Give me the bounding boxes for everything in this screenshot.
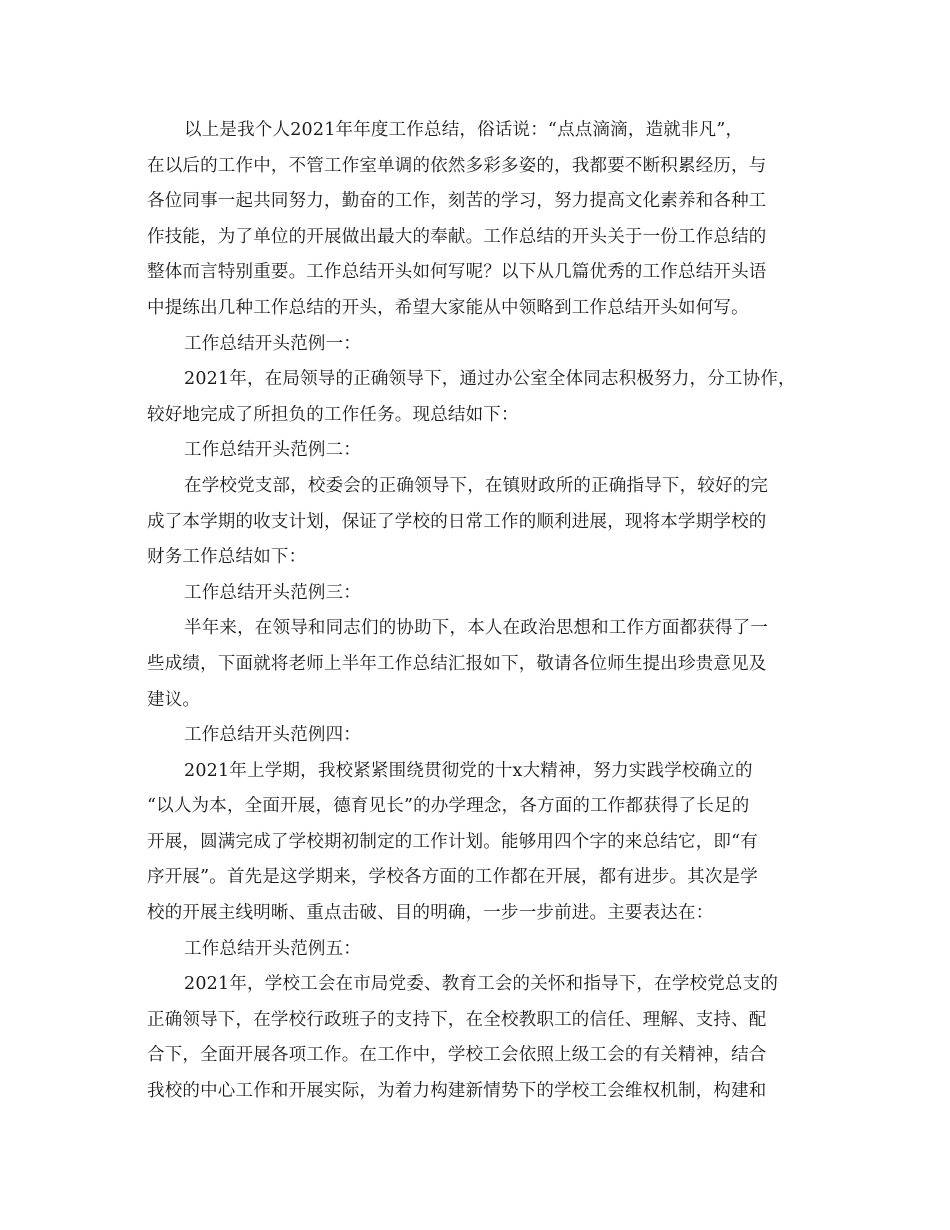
text-line: 工作总结开头范例三： bbox=[184, 582, 361, 603]
text-line: 我校的中心工作和开展实际，为着力构建新情势下的学校工会维权机制，构建和 bbox=[147, 1081, 767, 1102]
text-line: 工作总结开头范例五： bbox=[184, 938, 361, 959]
text-line: 半年来，在领导和同志们的协助下，本人在政治思想和工作方面都获得了一 bbox=[184, 618, 769, 639]
text-line: 2021年，学校工会在市局党委、教育工会的关怀和指导下，在学校党总支的 bbox=[184, 974, 779, 995]
document-body bbox=[147, 113, 809, 1110]
text-line: 工作总结开头范例四： bbox=[184, 725, 361, 746]
text-line: “以人为本，全面开展，德育见长”的办学理念，各方面的工作都获得了长足的 bbox=[147, 796, 750, 817]
text-line: 工作总结开头范例二： bbox=[184, 440, 361, 461]
text-line: 工作总结开头范例一： bbox=[184, 333, 361, 354]
text-line: 2021年上学期，我校紧紧围绕贯彻党的十x大精神，努力实践学校确立的 bbox=[184, 760, 753, 781]
text-line: 正确领导下，在学校行政班子的支持下，在全校教职工的信任、理解、支持、配 bbox=[147, 1009, 767, 1030]
text-line: 2021年，在局领导的正确领导下，通过办公室全体同志积极努力，分工协作， bbox=[184, 369, 796, 390]
text-line: 建议。 bbox=[147, 689, 201, 710]
text-line: 校的开展主线明晰、重点击破、目的明确，一步一步前进。主要表达在： bbox=[147, 903, 714, 924]
text-line: 开展，圆满完成了学校期初制定的工作计划。能够用四个字的来总结它，即“有 bbox=[147, 831, 758, 852]
text-line: 中提练出几种工作总结的开头，希望大家能从中领略到工作总结开头如何写。 bbox=[147, 297, 749, 318]
text-line: 合下，全面开展各项工作。在工作中，学校工会依照上级工会的有关精神，结合 bbox=[147, 1045, 767, 1066]
text-line: 以上是我个人2021年年度工作总结，俗话说：“点点滴滴，造就非凡”， bbox=[184, 120, 744, 140]
text-line: 作技能，为了单位的开展做出最大的奉献。工作总结的开头关于一份工作总结的 bbox=[147, 226, 767, 247]
text-line: 财务工作总结如下： bbox=[147, 547, 307, 568]
text-line: 成了本学期的收支计划，保证了学校的日常工作的顺利进展，现将本学期学校的 bbox=[147, 511, 767, 532]
text-line: 在以后的工作中，不管工作室单调的依然多彩多姿的，我都要不断积累经历，与 bbox=[147, 155, 767, 176]
text-line: 些成绩，下面就将老师上半年工作总结汇报如下，敬请各位师生提出珍贵意见及 bbox=[147, 653, 767, 674]
text-line: 整体而言特别重要。工作总结开头如何写呢？以下从几篇优秀的工作总结开头语 bbox=[147, 262, 767, 283]
text-line: 各位同事一起共同努力，勤奋的工作，刻苦的学习，努力提高文化素养和各种工 bbox=[147, 191, 767, 212]
text-line: 较好地完成了所担负的工作任务。现总结如下： bbox=[147, 404, 519, 425]
text-line: 在学校党支部，校委会的正确领导下，在镇财政所的正确指导下，较好的完 bbox=[184, 475, 769, 496]
text-line: 序开展”。首先是这学期来，学校各方面的工作都在开展，都有进步。其次是学 bbox=[147, 867, 758, 888]
